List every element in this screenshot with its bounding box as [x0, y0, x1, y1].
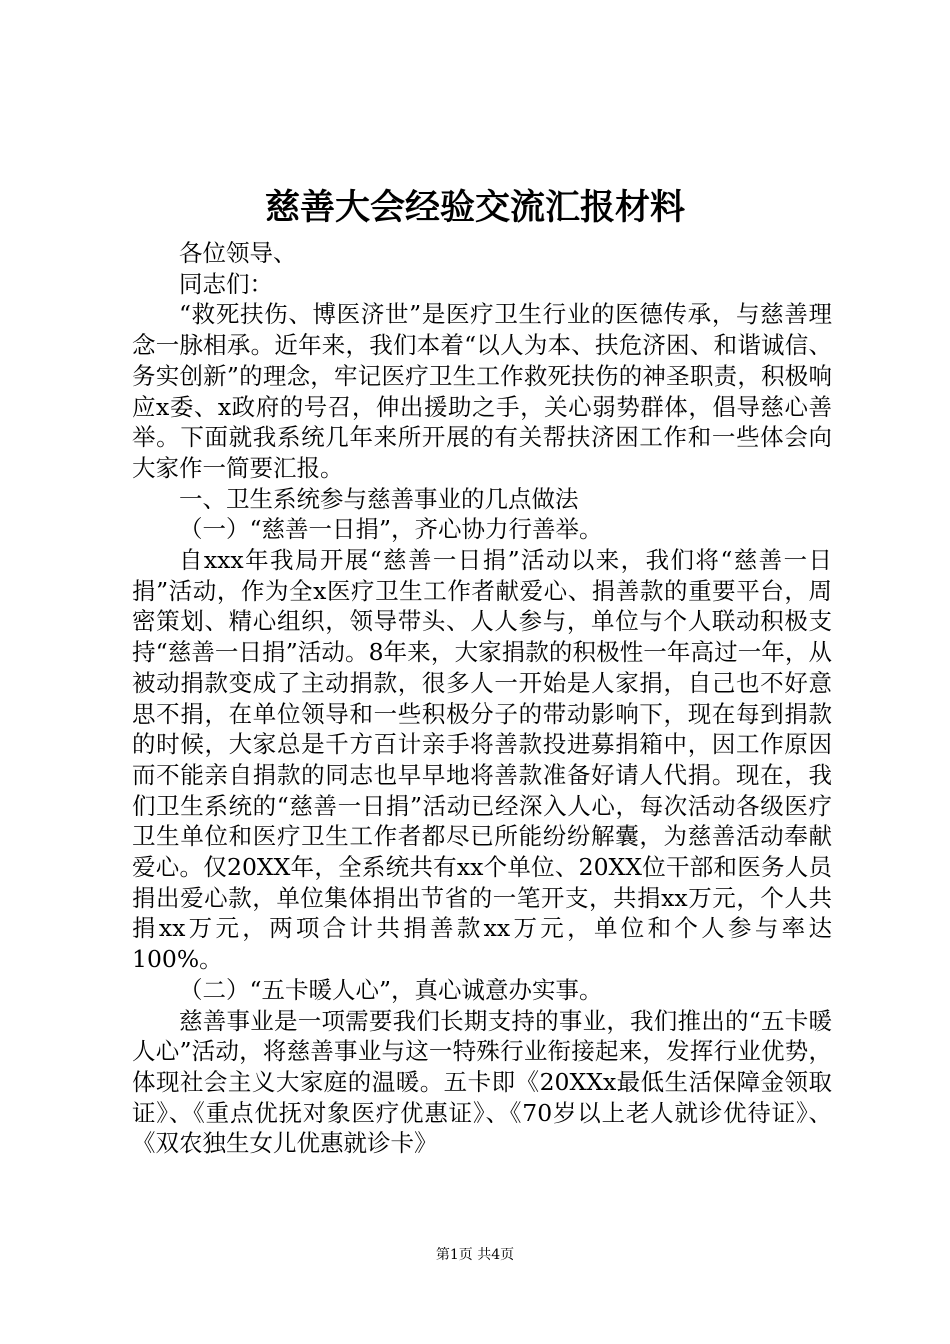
paragraph-five-cards: 慈善事业是一项需要我们长期支持的事业，我们推出的“五卡暖人心”活动，将慈善事业与这一特殊行业衔接起来，发挥行业优势，体现社会主义大家庭的温暖。五卡即《20XXx最低生活保障金领取证》、《重点优抚对象医疗优惠证》、《70岁以上老人就诊优待证》、《双农独生女儿优惠就诊卡》 — [132, 1006, 832, 1158]
subsection-heading-2: （二）“五卡暖人心”，真心诚意办实事。 — [179, 975, 603, 1004]
paragraph-one-day-donation: 自xxx年我局开展“慈善一日捐”活动以来，我们将“慈善一日捐”活动，作为全x医疗卫生工作者献爱心、捐善款的重要平台，周密策划、精心组织，领导带头、人人参与，单位与个人联动积极支持“慈善一日捐”活动。8年来，大家捐款的积极性一年高过一年，从被动捐款变成了主动捐款，很多人一开始是人家捐，自己也不好意思不捐，在单位领导和一些积极分子的带动影响下，现在每到捐款的时候，大家总是千方百计亲手将善款投进募捐箱中，因工作原因而不能亲自捐款的同志也早早地将善款准备好请人代捐。现在，我们卫生系统的“慈善一日捐”活动已经深入人心，每次活动各级医疗卫生单位和医疗卫生工作者都尽已所能纷纷解囊，为慈善活动奉献爱心。仅20XX年，全系统共有xx个单位、20XX位干部和医务人员捐出爱心款，单位集体捐出节省的一笔开支，共捐xx万元，个人共捐xx万元，两项合计共捐善款xx万元，单位和个人参与率达100%。 — [132, 546, 832, 974]
subsection-heading-1: （一）“慈善一日捐”，齐心协力行善举。 — [179, 515, 603, 544]
paragraph-intro: “救死扶伤、博医济世”是医疗卫生行业的医德传承，与慈善理念一脉相承。近年来，我们本着“以人为本、扶危济困、和谐诚信、务实创新”的理念，牢记医疗卫生工作救死扶伤的神圣职责，积极响应x委、x政府的号召，伸出援助之手，关心弱势群体，倡导慈心善举。下面就我系统几年来所开展的有关帮扶济困工作和一些体会向大家作一简要汇报。 — [132, 300, 832, 482]
page-number-footer: 第1页 共4页 — [435, 1247, 515, 1263]
document-body — [132, 238, 832, 1159]
salutation-line-1: 各位领导、 — [179, 239, 297, 267]
document-title: 慈善大会经验交流汇报材料 — [264, 187, 685, 228]
salutation-line-2: 同志们： — [179, 269, 273, 298]
section-heading-1: 一、卫生系统参与慈善事业的几点做法 — [179, 484, 579, 513]
